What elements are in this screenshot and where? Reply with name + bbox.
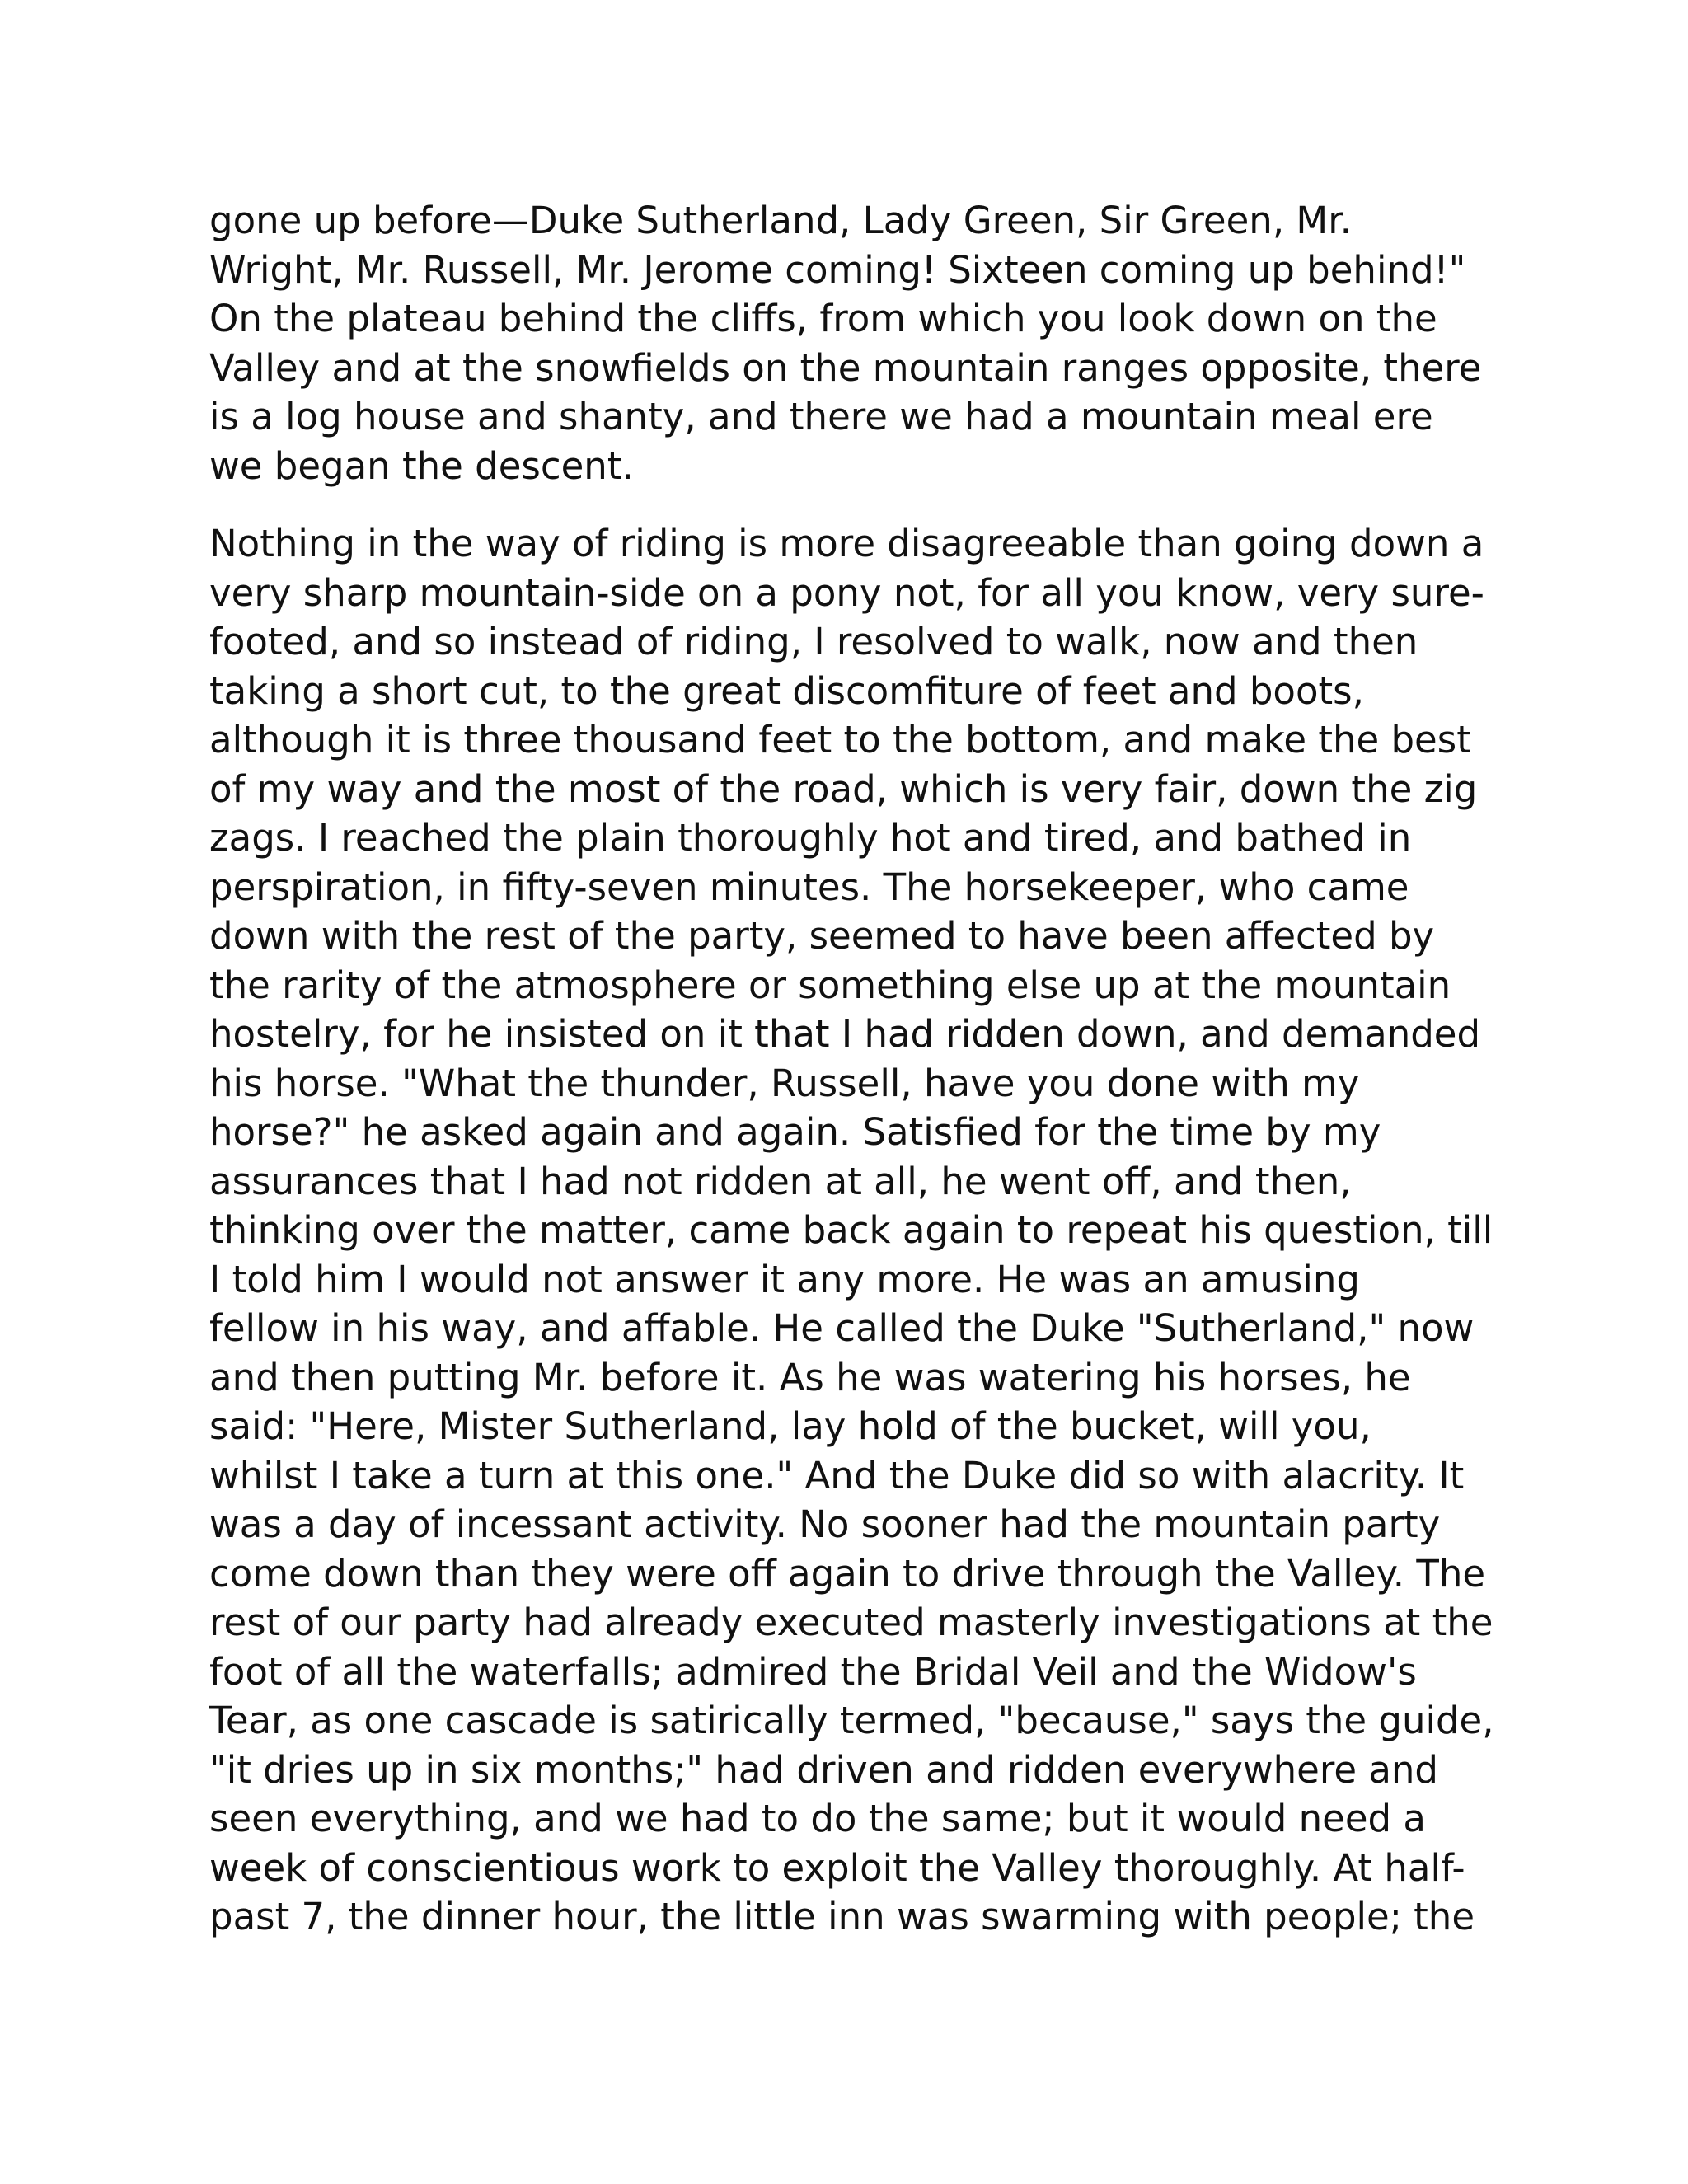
text-line: we began the descent.: [209, 443, 634, 488]
text-line: said: "Here, Mister Sutherland, lay hold of the bucket, will you,: [209, 1404, 1372, 1448]
text-line: taking a short cut, to the great discomfiture of feet and boots,: [209, 668, 1364, 713]
text-line: foot of all the waterfalls; admired the Bridal Veil and the Widow's: [209, 1649, 1417, 1694]
text-line: whilst I take a turn at this one." And the Duke did so with alacrity. It: [209, 1453, 1465, 1497]
body-text: [209, 196, 1494, 1942]
text-line: although it is three thousand feet to the bottom, and make the best: [209, 718, 1471, 762]
text-line: Valley and at the snowfields on the mountain ranges opposite, there: [209, 345, 1482, 390]
text-line: horse?" he asked again and again. Satisfied for the time by my: [209, 1110, 1381, 1154]
text-line: very sharp mountain-side on a pony not, for all you know, very sure-: [209, 570, 1484, 615]
text-line: zags. I reached the plain thoroughly hot and tired, and bathed in: [209, 816, 1412, 860]
text-line: assurances that I had not ridden at all, he went off, and then,: [209, 1159, 1352, 1203]
text-line: is a log house and shanty, and there we had a mountain meal ere: [209, 395, 1433, 438]
text-line: fellow in his way, and affable. He called the Duke "Sutherland," now: [209, 1306, 1475, 1350]
text-line: week of conscientious work to exploit the Valley thoroughly. At half-: [209, 1845, 1465, 1890]
text-line: hostelry, for he insisted on it that I had ridden down, and demanded: [209, 1012, 1481, 1056]
text-line: down with the rest of the party, seemed to have been affected by: [209, 914, 1435, 958]
text-line: Tear, as one cascade is satirically termed, "because," says the guide,: [209, 1699, 1494, 1742]
text-line: of my way and the most of the road, which is very fair, down the zig: [209, 766, 1478, 811]
text-line: his horse. "What the thunder, Russell, have you done with my: [209, 1061, 1360, 1105]
text-line: come down than they were off again to drive through the Valley. The: [209, 1551, 1486, 1596]
text-line: I told him I would not answer it any more. He was an amusing: [209, 1257, 1360, 1301]
text-line: and then putting Mr. before it. As he was watering his horses, he: [209, 1355, 1411, 1399]
text-line: "it dries up in six months;" had driven and ridden everywhere and: [209, 1747, 1438, 1792]
paragraph-1: [209, 196, 1482, 490]
text-line: was a day of incessant activity. No sooner had the mountain party: [209, 1502, 1441, 1546]
text-line: Nothing in the way of riding is more disagreeable than going down a: [209, 522, 1484, 565]
text-line: On the plateau behind the cliffs, from which you look down on the: [209, 297, 1437, 340]
text-line: past 7, the dinner hour, the little inn was swarming with people; the: [209, 1895, 1475, 1938]
text-line: seen everything, and we had to do the same; but it would need a: [209, 1797, 1426, 1840]
text-line: gone up before—Duke Sutherland, Lady Green, Sir Green, Mr.: [209, 199, 1352, 242]
text-line: the rarity of the atmosphere or something else up at the mountain: [209, 963, 1451, 1007]
text-line: rest of our party had already executed masterly investigations at the: [209, 1601, 1493, 1644]
text-line: perspiration, in fifty-seven minutes. The horsekeeper, who came: [209, 865, 1409, 909]
text-line: footed, and so instead of riding, I resolved to walk, now and then: [209, 620, 1418, 663]
paragraph-2: [209, 519, 1494, 1942]
text-line: thinking over the matter, came back again to repeat his question, till: [209, 1208, 1493, 1252]
text-line: Wright, Mr. Russell, Mr. Jerome coming! Sixteen coming up behind!": [209, 247, 1466, 292]
